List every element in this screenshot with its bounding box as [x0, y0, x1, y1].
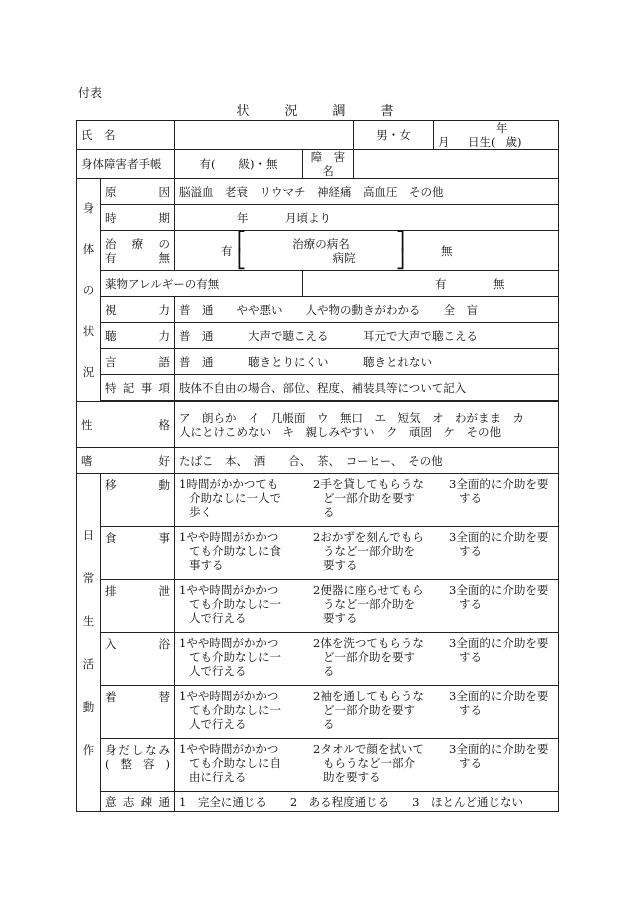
- treatment-row: [77, 231, 559, 271]
- treatment-label: 治 療 の 有 無: [101, 231, 175, 271]
- cause-row: [77, 179, 559, 205]
- disability-name-label: 障 害 名: [303, 150, 354, 179]
- adl-options-grooming[interactable]: 1やや時間がかかつ ても介助なしに自 由に行える 2タオルで顔を拭いて もらうなど一部介 助を要する 3全面的に介助を要 する: [175, 739, 559, 792]
- preference-options[interactable]: たばこ 本、 酒 合、 茶、 コーヒー、 その他: [175, 448, 559, 474]
- adl-options-mobility[interactable]: 1時間がかかつても 介助なしに一人で 歩く 2手を貸してもらうな ど一部介助を要す る 3全面的に介助を要 する: [175, 474, 559, 527]
- adl-options-bathing[interactable]: 1やや時間がかかつ ても介助なしに一 人で行える 2体を洗つてもらうな ど一部介助を要す る 3全面的に介助を要 する: [175, 633, 559, 686]
- name-label: 氏 名: [77, 121, 175, 150]
- adl-row: [77, 739, 559, 792]
- title-char: 状: [236, 104, 250, 119]
- birth-year-label: 年: [496, 121, 508, 135]
- adl-label-bathing: 入 浴: [101, 633, 175, 686]
- notes-label: 特記事項: [101, 375, 175, 401]
- notes-row: [77, 375, 559, 401]
- adl-label-grooming: 身だしなみ (整容): [101, 739, 175, 792]
- hospital-label: 病院: [332, 250, 356, 265]
- adl-label-mobility: 移 動: [101, 474, 175, 527]
- treatment-yes[interactable]: 有: [221, 243, 233, 258]
- vision-row: [77, 297, 559, 323]
- communication-label: 意志疎通: [101, 792, 175, 812]
- adl-label-eating: 食 事: [101, 527, 175, 580]
- adl-options-excretion[interactable]: 1やや時間がかかつ ても介助なしに一 人で行える 2便器に座らせてもら うなど一部介助を 要する 3全面的に介助を要 する: [175, 580, 559, 633]
- adl-label-excretion: 排 泄: [101, 580, 175, 633]
- allergy-label: 薬物アレルギーの有無: [101, 271, 303, 297]
- speech-label: 言 語: [101, 349, 175, 375]
- disease-name-label: 治療の病名: [292, 236, 350, 251]
- name-field[interactable]: [175, 121, 354, 150]
- adl-row: [77, 686, 559, 739]
- adl-row: [77, 580, 559, 633]
- handbook-row: [77, 150, 559, 179]
- communication-options[interactable]: 1 完全に通じる 2 ある程度通じる 3 ほとんど通じない: [175, 792, 559, 812]
- preference-row: [77, 448, 559, 474]
- title-char: 書: [380, 104, 394, 119]
- cause-label: 原 因: [101, 179, 175, 205]
- hearing-options[interactable]: 普 通 大声で聴こえる 耳元で大声で聴こえる: [175, 323, 559, 349]
- adl-section-label: 日 常 生 活 動 作: [77, 474, 101, 812]
- title-char: 況: [284, 104, 298, 119]
- birthdate-field[interactable]: [434, 121, 559, 150]
- body-section-label: 身 体 の 状 況: [77, 179, 101, 402]
- annex-label: 付表: [78, 86, 103, 100]
- name-row: [77, 121, 559, 150]
- personality-row: [77, 402, 559, 448]
- handbook-choice[interactable]: 有( 級)・無: [175, 150, 303, 179]
- birth-day-label: 日生(: [468, 135, 496, 149]
- adl-label-dressing: 着 替: [101, 686, 175, 739]
- vision-label: 視 力: [101, 297, 175, 323]
- allergy-row: [77, 271, 559, 297]
- personality-options[interactable]: ア 朗らか イ 几帳面 ウ 無口 エ 短気 オ わがまま カ 人にとけこめない キ 親しみやすい ク 頑固 ケ その他: [175, 402, 559, 448]
- preference-label: 嗜 好: [77, 448, 175, 474]
- adl-row: [77, 633, 559, 686]
- treatment-no[interactable]: 無: [441, 243, 453, 258]
- open-bracket: ⎡ ⎣: [237, 230, 246, 270]
- cause-options[interactable]: 脳溢血 老衰 リウマチ 神経痛 高血圧 その他: [175, 179, 559, 205]
- birth-month-label: 月: [438, 135, 450, 149]
- hearing-row: [77, 323, 559, 349]
- notes-field[interactable]: 肢体不自由の場合、部位、程度、補装具等について記入: [175, 375, 559, 401]
- allergy-choice[interactable]: 有 無: [303, 271, 559, 297]
- period-label: 時 期: [101, 205, 175, 231]
- disability-name-field[interactable]: [354, 150, 559, 179]
- sex-choice[interactable]: 男・女: [354, 121, 434, 150]
- age-suffix: 歳): [505, 135, 522, 149]
- speech-options[interactable]: 普 通 聴きとりにくい 聴きとれない: [175, 349, 559, 375]
- hearing-label: 聴 力: [101, 323, 175, 349]
- vision-options[interactable]: 普 通 やや悪い 人や物の動きがわかる 全 盲: [175, 297, 559, 323]
- adl-row: [77, 474, 559, 527]
- adl-options-eating[interactable]: 1やや時間がかかつ ても介助なしに食 事する 2おかずを刻んでもら うなど一部介助を 要する 3全面的に介助を要 する: [175, 527, 559, 580]
- adl-row: [77, 527, 559, 580]
- period-field[interactable]: 年 月頃より: [175, 205, 559, 231]
- period-row: [77, 205, 559, 231]
- handbook-label: 身体障害者手帳: [77, 150, 175, 179]
- communication-row: [77, 792, 559, 812]
- status-report-form: [76, 120, 559, 812]
- title-char: 調: [332, 104, 346, 119]
- speech-row: [77, 349, 559, 375]
- personality-label: 性 格: [77, 402, 175, 448]
- page-title: [0, 100, 630, 119]
- close-bracket: ⎤ ⎦: [396, 230, 405, 270]
- treatment-field[interactable]: [175, 231, 559, 271]
- adl-options-dressing[interactable]: 1やや時間がかかつ ても介助なしに一 人で行える 2袖を通してもらうな ど一部介助を要す る 3全面的に介助を要 する: [175, 686, 559, 739]
